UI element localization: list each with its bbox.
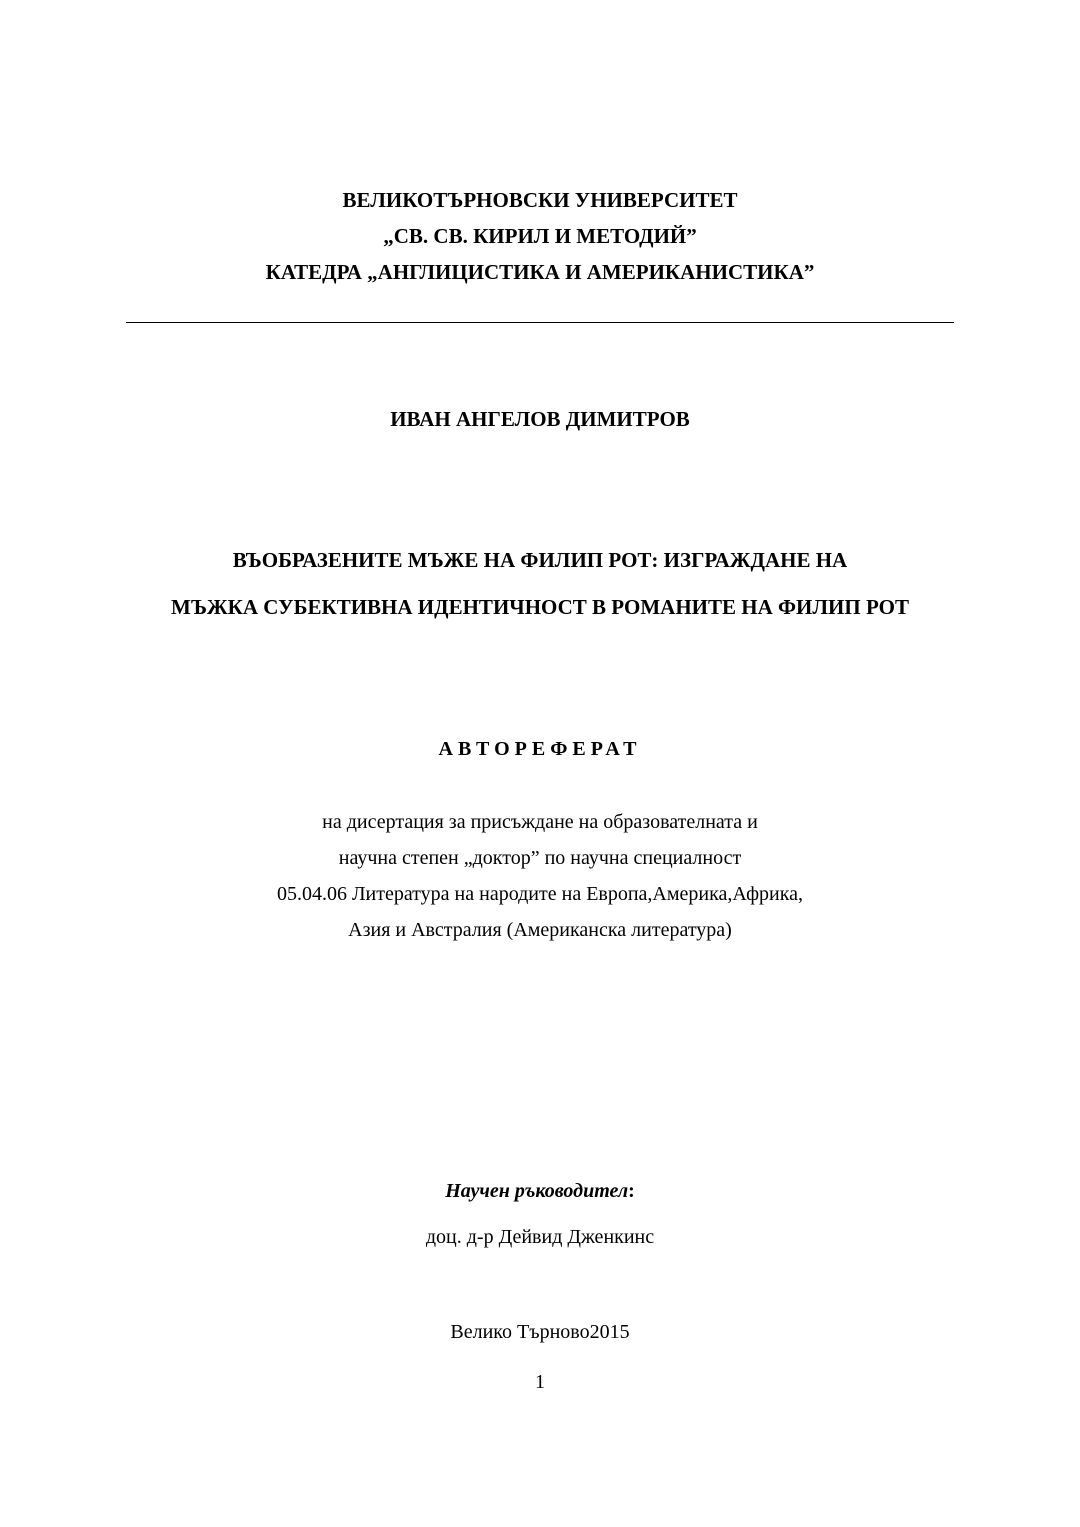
place-and-year: Велико Търново2015	[450, 1321, 630, 1343]
supervisor-heading	[0, 1181, 1080, 1201]
supervisor-colon: :	[628, 1180, 635, 1202]
abstract-description-line-3: 05.04.06 Литература на народите на Европа,Америка,Африка,	[276, 883, 804, 905]
supervisor-label: Научен ръководител	[445, 1180, 629, 1202]
university-name: ВЕЛИКОТЪРНОВСКИ УНИВЕРСИТЕТ	[342, 188, 738, 212]
page-number: 1	[535, 1371, 545, 1393]
abstract-heading: АВТОРЕФЕРАТ	[438, 738, 642, 760]
author-name: ИВАН АНГЕЛОВ ДИМИТРОВ	[390, 407, 690, 431]
thesis-title-line-1: ВЪОБРАЗЕНИТЕ МЪЖЕ НА ФИЛИП РОТ: ИЗГРАЖДАНЕ НА	[232, 548, 848, 572]
department-name: КАТЕДРА „АНГЛИЦИСТИКА И АМЕРИКАНИСТИКА”	[265, 260, 815, 284]
header-divider	[126, 322, 954, 323]
abstract-description-line-1: на дисертация за присъждане на образователната и	[322, 811, 758, 833]
thesis-title-line-2: МЪЖКА СУБЕКТИВНА ИДЕНТИЧНОСТ В РОМАНИТЕ НА ФИЛИП РОТ	[171, 595, 909, 619]
abstract-description-line-4: Азия и Австралия (Американска литература)	[348, 919, 732, 941]
university-patrons: „СВ. СВ. КИРИЛ И МЕТОДИЙ”	[383, 224, 697, 248]
supervisor-name: доц. д-р Дейвид Дженкинс	[425, 1226, 655, 1248]
abstract-description-line-2: научна степен „доктор” по научна специалност	[338, 847, 742, 869]
